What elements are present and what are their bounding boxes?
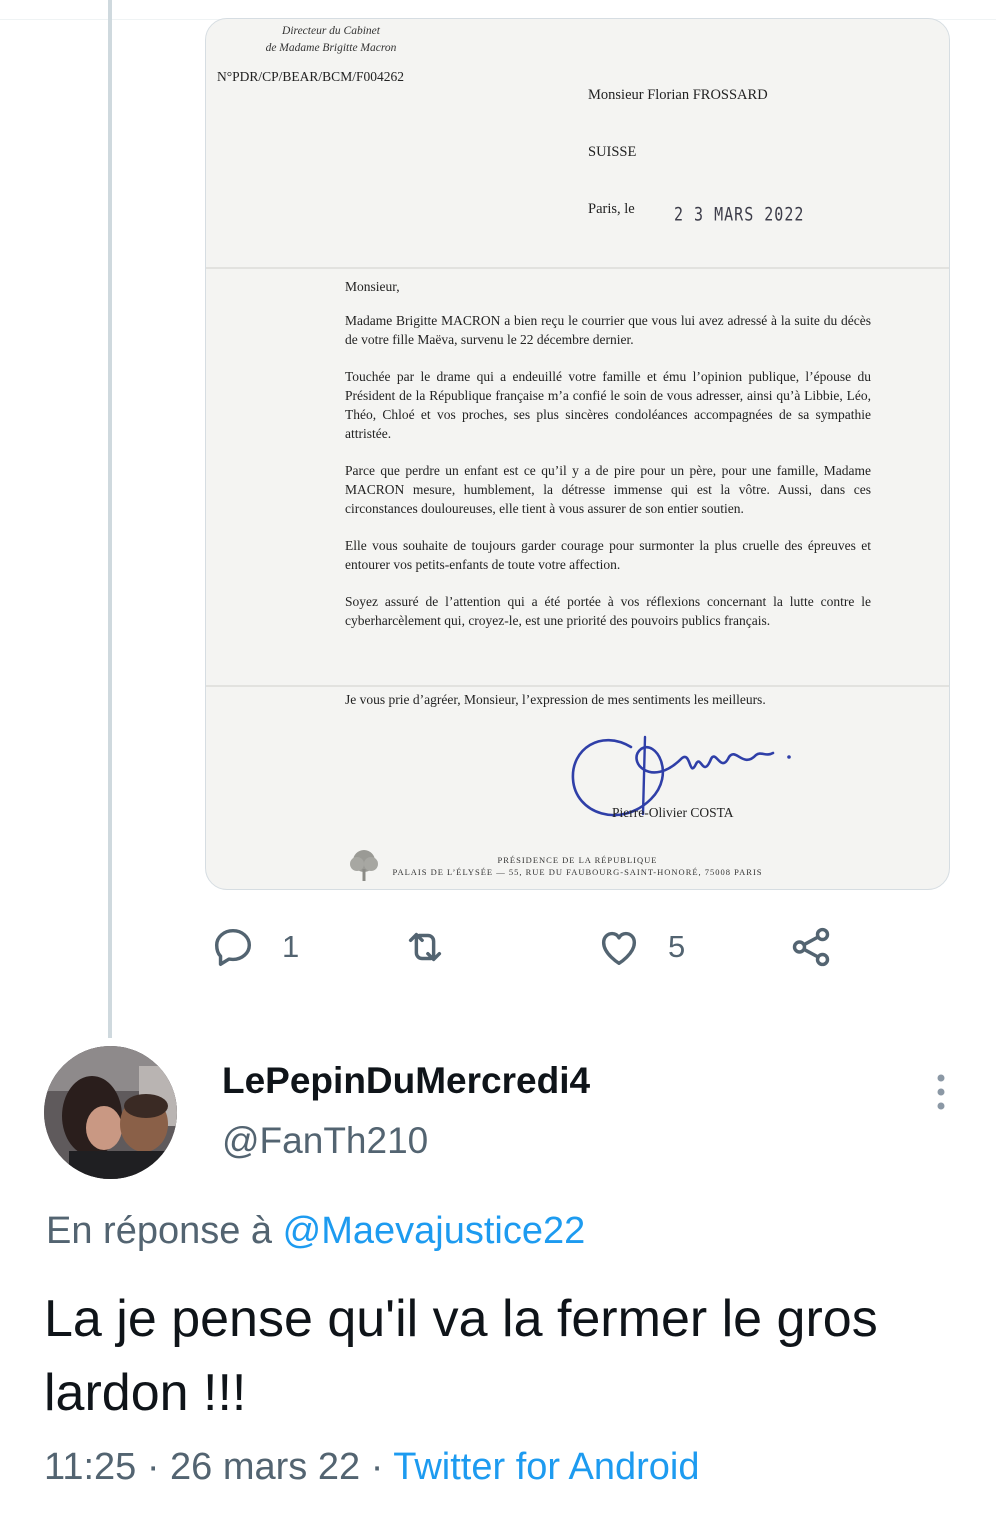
letter-reference: N°PDR/CP/BEAR/BCM/F004262 bbox=[217, 69, 404, 84]
letter-salutation: Monsieur, bbox=[345, 279, 400, 294]
avatar-photo bbox=[44, 1046, 177, 1179]
letter-footer-title: PRÉSIDENCE DE LA RÉPUBLIQUE bbox=[497, 855, 658, 865]
letter-paragraph: Parce que perdre un enfant est ce qu’il y a de pire pour un père, pour une famille, Madame MACRON mesure, humblement, la détresse immense qui est la vôtre. Aussi, dans ces circonstances douloureuses, elle tient à vous assurer de son entier soutien. bbox=[345, 463, 871, 516]
share-button[interactable] bbox=[788, 920, 834, 974]
paper-fold bbox=[206, 267, 949, 269]
sender-title-line2: de Madame Brigitte Macron bbox=[265, 42, 397, 54]
reply-prefix: En réponse à bbox=[46, 1210, 273, 1252]
tweet-text: La je pense qu'il va la fermer le gros lardon !!! bbox=[44, 1290, 878, 1422]
letter-recipient-country: SUISSE bbox=[588, 144, 637, 160]
paper-fold bbox=[206, 685, 949, 687]
reply-icon bbox=[210, 924, 256, 970]
reply-button[interactable] bbox=[210, 920, 299, 974]
thread-connector-line bbox=[108, 0, 112, 1038]
letter-signer-name: Pierre-Olivier COSTA bbox=[612, 805, 734, 820]
heart-icon bbox=[596, 924, 642, 970]
like-button[interactable] bbox=[596, 920, 685, 974]
letter-place: Paris, le bbox=[588, 201, 635, 217]
author-handle[interactable]: @FanTh210 bbox=[222, 1120, 429, 1161]
share-icon bbox=[788, 924, 834, 970]
letter-paragraph: Elle vous souhaite de toujours garder courage pour surmonter la plus cruelle des épreuves et entourer vos petits-enfants de toute votre affection. bbox=[345, 538, 871, 572]
tweet-media-image[interactable] bbox=[205, 18, 950, 890]
tweet-source-link[interactable]: Twitter for Android bbox=[393, 1446, 700, 1488]
letter-date-stamp: 2 3 MARS 2022 bbox=[674, 202, 805, 226]
letter-paragraph: Touchée par le drame qui a endeuillé votre famille et ému l’opinion publique, l’épouse du Président de la République française m’a confié le soin de vous adresser, ainsi qu’à Libbie, Léo, Théo, Chloé et vos proches, ses plus sincères condoléances accompagnées de sa sympathie attristée. bbox=[345, 369, 871, 441]
more-vertical-icon[interactable] bbox=[924, 1070, 958, 1114]
reply-count: 1 bbox=[282, 929, 300, 964]
tweet-metadata bbox=[44, 1446, 699, 1489]
avatar[interactable] bbox=[44, 1046, 177, 1179]
letter-recipient-name: Monsieur Florian FROSSARD bbox=[588, 87, 768, 103]
letter-sender-title bbox=[246, 23, 416, 57]
retweet-button[interactable] bbox=[402, 920, 474, 974]
letter-closing: Je vous prie d’agréer, Monsieur, l’expression de mes sentiments les meilleurs. bbox=[345, 692, 766, 707]
tweet-timestamp[interactable]: 11:25 · 26 mars 22 · bbox=[44, 1446, 384, 1488]
retweet-icon bbox=[402, 924, 448, 970]
letter-paragraph: Madame Brigitte MACRON a bien reçu le courrier que vous lui avez adressé à la suite du décès de votre fille Maëva, survenu le 22 décembre dernier. bbox=[345, 313, 871, 347]
sender-title-line1: Directeur du Cabinet bbox=[282, 25, 380, 37]
top-divider bbox=[0, 0, 996, 20]
letter-footer-address: PALAIS DE L’ÉLYSÉE — 55, RUE DU FAUBOURG-SAINT-HONORÉ, 75008 PARIS bbox=[392, 867, 763, 877]
elysee-tree-logo-icon bbox=[344, 845, 384, 885]
like-count: 5 bbox=[668, 929, 686, 964]
reply-mention-link[interactable]: @Maevajustice22 bbox=[282, 1210, 586, 1252]
replying-to-line bbox=[46, 1210, 585, 1253]
author-display-name[interactable]: LePepinDuMercredi4 bbox=[222, 1060, 591, 1101]
letter-document bbox=[206, 19, 949, 889]
letter-body bbox=[345, 277, 871, 648]
letter-paragraph: Soyez assuré de l’attention qui a été portée à vos réflexions concernant la lutte contre le cyberharcèlement qui, croyez-le, est une priorité des pouvoirs publics français. bbox=[345, 594, 871, 628]
